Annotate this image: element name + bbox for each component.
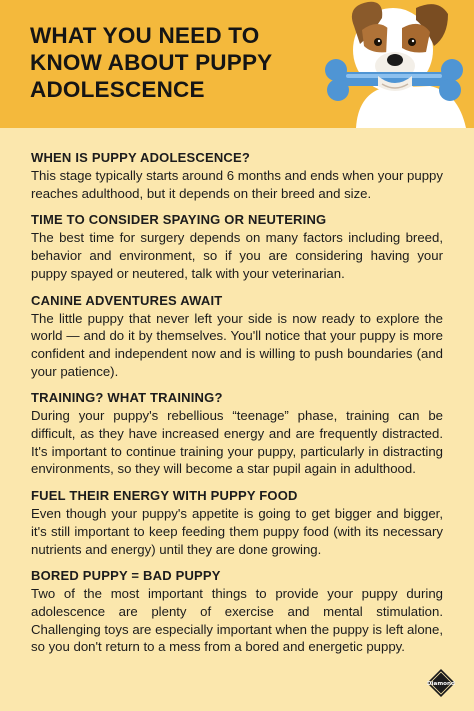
page-title: WHAT YOU NEED TO KNOW ABOUT PUPPY ADOLESCENCE: [30, 23, 272, 102]
section-spaying: [31, 211, 443, 282]
section-training: [31, 389, 443, 478]
header-banner: [0, 0, 474, 128]
section-text: The best time for surgery depends on many factors including breed, behavior and environment, so if you are considering having your puppy spayed or neutered, talk with your veterinarian.: [31, 230, 443, 281]
section-bored: [31, 567, 443, 656]
logo-text: Diamond: [427, 681, 455, 687]
section-heading: CANINE ADVENTURES AWAIT: [31, 292, 223, 308]
diamond-logo-icon: [426, 668, 456, 698]
section-text: This stage typically starts around 6 months and ends when your puppy reaches adulthood, but it depends on their breed and size.: [31, 168, 443, 201]
section-food: [31, 487, 443, 558]
section-heading: TRAINING? WHAT TRAINING?: [31, 390, 223, 406]
section-heading: BORED PUPPY = BAD PUPPY: [31, 568, 221, 584]
section-text: The little puppy that never left your side is now ready to explore the world — and do it by themselves. You'll notice that your puppy is more confident and independent now and is willing to push boundaries (and your patience).: [31, 310, 443, 379]
section-heading: TIME TO CONSIDER SPAYING OR NEUTERING: [31, 212, 327, 228]
section-when: [31, 149, 443, 202]
section-text: Two of the most important things to provide your puppy during adolescence are plenty of exercise and mental stimulation. Challenging toys are especially important when the puppy is left alone, so you don't return to a mess from a bored and energetic puppy.: [31, 586, 443, 655]
puppy-with-bone-icon: [298, 0, 474, 128]
article-body: [31, 149, 443, 665]
section-adventures: [31, 292, 443, 381]
section-heading: FUEL THEIR ENERGY WITH PUPPY FOOD: [31, 488, 298, 504]
section-text: Even though your puppy's appetite is going to get bigger and bigger, it's still important to keep feeding them puppy food (with its necessary nutrients and energy) until they are done growing.: [31, 506, 443, 557]
section-text: During your puppy's rebellious “teenage” phase, training can be difficult, as they have increased energy and are frequently distracted. It's important to continue training your puppy, particularly in distracting environments, so they will become a star pupil again in adulthood.: [31, 408, 443, 477]
section-heading: WHEN IS PUPPY ADOLESCENCE?: [31, 150, 251, 165]
